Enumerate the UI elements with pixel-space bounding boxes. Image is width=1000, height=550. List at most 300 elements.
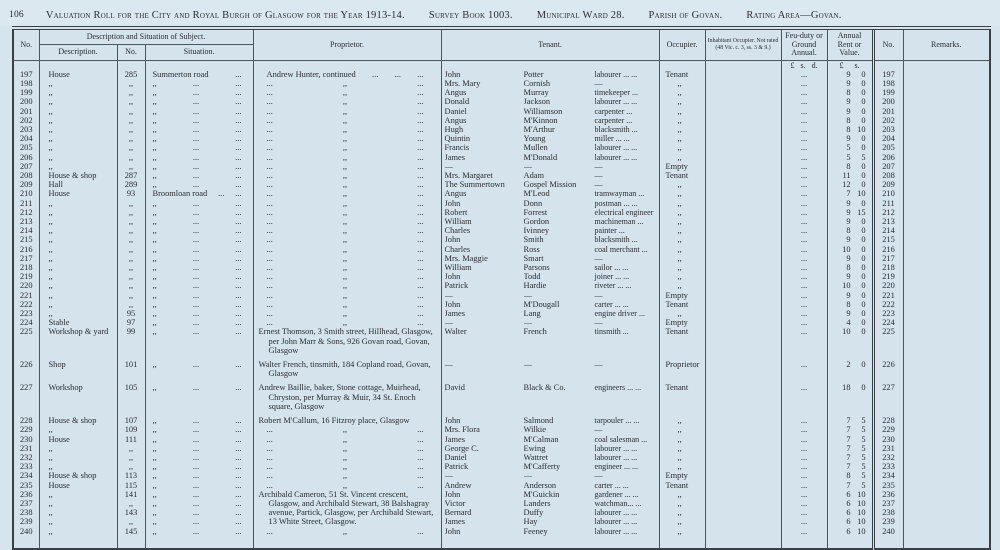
- situation-text: ,,: [152, 88, 157, 98]
- cell-description: ,,: [39, 291, 117, 300]
- situation-text: ...: [235, 498, 242, 508]
- cell-entry-no-right: 214: [873, 226, 903, 235]
- cell-tenant: [441, 199, 659, 208]
- cell-tenant: [441, 281, 659, 290]
- tenant-surname: Parsons: [523, 263, 550, 273]
- proprietor-ditto: ,,: [342, 97, 348, 107]
- cell-feu-duty: ...: [781, 318, 827, 327]
- cell-entry-no: 212: [13, 208, 39, 217]
- cell-entry-no-right: 236: [873, 490, 903, 499]
- situation-text: ...: [235, 226, 242, 236]
- cell-inhabitant-occupier: [705, 153, 781, 162]
- proprietor-ditto: ...: [417, 462, 424, 472]
- tenant-surname: Wilkie: [523, 425, 546, 435]
- rent-shillings: 0: [861, 318, 866, 328]
- cell-tenant: [441, 116, 659, 125]
- cell-remarks: [903, 235, 990, 244]
- situation-text: ,,: [152, 471, 157, 481]
- proprietor-ditto: ...: [266, 290, 273, 300]
- cell-annual-rent: [827, 116, 873, 125]
- table-row: [13, 125, 990, 134]
- cell-entry-no-right: 231: [873, 444, 903, 453]
- cell-entry-no: 230: [13, 435, 39, 444]
- rent-pounds: 9: [846, 217, 851, 227]
- cell-tenant: [441, 217, 659, 226]
- situation-text: ...: [192, 272, 200, 282]
- proprietor-ditto: ...: [266, 106, 273, 116]
- situation-text: ...: [192, 235, 200, 245]
- cell-annual-rent: [827, 208, 873, 217]
- cell-proprietor: [253, 462, 441, 471]
- cell-description: ,,: [39, 97, 117, 106]
- cell-occupier: ,,: [659, 281, 705, 290]
- cell-inhabitant-occupier: [705, 125, 781, 134]
- cell-feu-duty: ...: [781, 162, 827, 171]
- cell-entry-no-right: 237: [873, 499, 903, 508]
- rent-pounds: 9: [846, 290, 851, 300]
- rent-shillings: 5: [861, 416, 866, 426]
- cell-annual-rent: [827, 499, 873, 508]
- cell-description: ,,: [39, 453, 117, 462]
- cell-feu-duty: ...: [781, 300, 827, 309]
- cell-situation: [145, 378, 253, 411]
- cell-annual-rent: [827, 88, 873, 97]
- table-row: [13, 208, 990, 217]
- cell-occupier: ,,: [659, 208, 705, 217]
- situation-text: ...: [192, 462, 200, 472]
- cell-description: ,,: [39, 199, 117, 208]
- cell-occupier: Tenant: [659, 378, 705, 411]
- table-row: [13, 107, 990, 116]
- cell-situation: [145, 355, 253, 378]
- cell-proprietor: [253, 107, 441, 116]
- cell-entry-no-right: 218: [873, 263, 903, 272]
- col-header-subject-no: No.: [117, 45, 145, 60]
- cell-annual-rent: [827, 378, 873, 411]
- cell-proprietor: [253, 453, 441, 462]
- tenant-forename: Charles: [444, 244, 471, 254]
- cell-situation: [145, 245, 253, 254]
- situation-text: ...: [192, 434, 200, 444]
- tenant-occupation: timekeeper ...: [594, 88, 639, 98]
- situation-text: ...: [192, 425, 200, 435]
- cell-inhabitant-occupier: [705, 490, 781, 499]
- situation-text: ...: [235, 462, 242, 472]
- situation-text: ...: [235, 97, 242, 107]
- situation-text: ,,: [152, 489, 157, 499]
- rent-pounds: 9: [846, 309, 851, 319]
- cell-feu-duty: ...: [781, 272, 827, 281]
- cell-annual-rent: [827, 189, 873, 198]
- cell-entry-no: 235: [13, 481, 39, 490]
- situation-text: ,,: [152, 207, 157, 217]
- cell-feu-duty: ...: [781, 508, 827, 517]
- cell-remarks: [903, 327, 990, 355]
- situation-text: Broomloan road: [152, 189, 208, 199]
- cell-feu-duty: ...: [781, 70, 827, 79]
- table-row: [13, 481, 990, 490]
- situation-text: ,,: [152, 360, 157, 370]
- table-row: [13, 116, 990, 125]
- tenant-occupation: —: [594, 290, 603, 300]
- cell-annual-rent: [827, 162, 873, 171]
- page-number: 106: [9, 10, 24, 20]
- table-body: [13, 60, 990, 548]
- cell-entry-no: 215: [13, 235, 39, 244]
- table-row: [13, 318, 990, 327]
- cell-situation: [145, 79, 253, 88]
- cell-feu-duty: ...: [781, 245, 827, 254]
- situation-text: ,,: [152, 318, 157, 328]
- situation-text: ...: [192, 416, 200, 426]
- tenant-occupation: tramwayman ...: [594, 189, 645, 199]
- proprietor-ditto: ...: [417, 217, 424, 227]
- cell-occupier: ,,: [659, 180, 705, 189]
- cell-remarks: [903, 444, 990, 453]
- cell-entry-no-right: 215: [873, 235, 903, 244]
- situation-text: ...: [235, 134, 242, 144]
- cell-subject-no: ,,: [117, 79, 145, 88]
- table-row: [13, 199, 990, 208]
- cell-tenant: [441, 291, 659, 300]
- cell-tenant: [441, 444, 659, 453]
- cell-entry-no: 206: [13, 153, 39, 162]
- tenant-occupation: labourer ... ...: [594, 97, 638, 107]
- tenant-forename: Angus: [444, 88, 467, 98]
- proprietor-ditto: ,,: [342, 299, 348, 309]
- cell-inhabitant-occupier: [705, 425, 781, 434]
- cell-occupier: ,,: [659, 79, 705, 88]
- tenant-forename: Angus: [444, 115, 467, 125]
- tenant-occupation: —: [594, 253, 603, 263]
- cell-tenant: [441, 235, 659, 244]
- cell-annual-rent: [827, 263, 873, 272]
- cell-occupier: ,,: [659, 462, 705, 471]
- cell-situation: [145, 162, 253, 171]
- tenant-surname: M'Leod: [523, 189, 550, 199]
- rent-pounds: 9: [846, 253, 851, 263]
- cell-entry-no-right: 239: [873, 517, 903, 526]
- cell-feu-duty: ...: [781, 217, 827, 226]
- proprietor-ditto: ...: [266, 434, 273, 444]
- cell-proprietor: [253, 245, 441, 254]
- cell-entry-no-right: 233: [873, 462, 903, 471]
- cell-entry-no: 209: [13, 180, 39, 189]
- cell-subject-no: ,,: [117, 291, 145, 300]
- cell-feu-duty: ...: [781, 471, 827, 480]
- cell-entry-no: 236: [13, 490, 39, 499]
- proprietor-ditto: ...: [266, 198, 273, 208]
- proprietor-ditto: ...: [417, 471, 424, 481]
- cell-proprietor: [253, 235, 441, 244]
- tenant-surname: Forrest: [523, 207, 548, 217]
- rent-pounds: 18: [842, 383, 851, 393]
- situation-text: ...: [192, 217, 200, 227]
- cell-feu-duty: ...: [781, 453, 827, 462]
- cell-subject-no: 107: [117, 411, 145, 425]
- cell-inhabitant-occupier: [705, 291, 781, 300]
- cell-description: House: [39, 189, 117, 198]
- cell-remarks: [903, 309, 990, 318]
- tenant-forename: David: [444, 383, 465, 393]
- situation-text: ,,: [152, 106, 157, 116]
- situation-text: ...: [235, 161, 242, 171]
- cell-remarks: [903, 453, 990, 462]
- tenant-forename: John: [444, 235, 461, 245]
- proprietor-ditto: ,,: [342, 207, 348, 217]
- cell-inhabitant-occupier: [705, 199, 781, 208]
- situation-text: ...: [218, 189, 225, 199]
- cell-subject-no: 287: [117, 171, 145, 180]
- cell-situation: [145, 453, 253, 462]
- cell-description: ,,: [39, 499, 117, 508]
- cell-subject-no: ,,: [117, 499, 145, 508]
- proprietor-ditto: ,,: [342, 281, 348, 291]
- cell-remarks: [903, 79, 990, 88]
- cell-feu-duty: ...: [781, 254, 827, 263]
- cell-subject-no: ,,: [117, 88, 145, 97]
- rent-pounds: 8: [846, 88, 851, 98]
- table-row: [13, 499, 990, 508]
- col-header-remarks: Remarks.: [903, 28, 990, 60]
- cell-remarks: [903, 134, 990, 143]
- proprietor-ditto: ,,: [342, 443, 348, 453]
- rent-pounds: 6: [846, 517, 851, 527]
- cell-feu-duty: ...: [781, 199, 827, 208]
- cell-inhabitant-occupier: [705, 378, 781, 411]
- tenant-surname: Potter: [523, 69, 544, 79]
- situation-text: ,,: [152, 452, 157, 462]
- cell-annual-rent: [827, 462, 873, 471]
- table-row: [13, 162, 990, 171]
- cell-subject-no: ,,: [117, 453, 145, 462]
- cell-entry-no: 227: [13, 378, 39, 411]
- cell-tenant: [441, 517, 659, 526]
- cell-situation: [145, 88, 253, 97]
- cell-occupier: ,,: [659, 444, 705, 453]
- cell-entry-no-right: 203: [873, 125, 903, 134]
- cell-situation: [145, 499, 253, 508]
- proprietor-ditto: ...: [266, 189, 273, 199]
- cell-proprietor: [253, 171, 441, 180]
- table-row: [13, 435, 990, 444]
- tenant-forename: William: [444, 217, 472, 227]
- cell-situation: [145, 327, 253, 355]
- situation-text: ...: [235, 253, 242, 263]
- cell-proprietor: [253, 481, 441, 490]
- tenant-forename: Walter: [444, 327, 467, 337]
- cell-entry-no-right: 204: [873, 134, 903, 143]
- table-row: [13, 425, 990, 434]
- cell-proprietor: [253, 226, 441, 235]
- tenant-occupation: —: [594, 180, 603, 190]
- proprietor-ditto: ...: [394, 69, 401, 79]
- tenant-occupation: carpenter ...: [594, 106, 633, 116]
- rating-area-label: Rating Area—Govan.: [746, 10, 842, 21]
- col-header-proprietor: Proprietor.: [253, 28, 441, 60]
- cell-inhabitant-occupier: [705, 143, 781, 152]
- proprietor-ditto: ,,: [342, 226, 348, 236]
- table-row: [13, 254, 990, 263]
- cell-occupier: Tenant: [659, 171, 705, 180]
- tenant-forename: —: [444, 161, 453, 171]
- table-row: [13, 272, 990, 281]
- tenant-forename: Mrs. Margaret: [444, 171, 493, 181]
- rent-shillings: 0: [861, 78, 866, 88]
- cell-feu-duty: ...: [781, 355, 827, 378]
- proprietor-ditto: ...: [417, 452, 424, 462]
- tenant-occupation: riveter ... ...: [594, 281, 632, 291]
- cell-inhabitant-occupier: [705, 327, 781, 355]
- cell-subject-no: ,,: [117, 208, 145, 217]
- cell-inhabitant-occupier: [705, 508, 781, 517]
- rent-pounds: 4: [846, 318, 851, 328]
- situation-text: ...: [235, 517, 242, 527]
- cell-tenant: [441, 272, 659, 281]
- tenant-surname: Anderson: [523, 480, 557, 490]
- col-header-feu-duty: Feu-duty or Ground Annual.: [781, 28, 827, 60]
- tenant-forename: Mrs. Mary: [444, 78, 481, 88]
- cell-occupier: ,,: [659, 116, 705, 125]
- cell-occupier: Proprietor: [659, 355, 705, 378]
- cell-entry-no-right: 227: [873, 378, 903, 411]
- cell-situation: [145, 134, 253, 143]
- tenant-occupation: watchman... ...: [594, 498, 642, 508]
- tenant-occupation: labourer ... ...: [594, 452, 638, 462]
- cell-inhabitant-occupier: [705, 481, 781, 490]
- cell-occupier: ,,: [659, 411, 705, 425]
- cell-occupier: ,,: [659, 453, 705, 462]
- rent-pounds: 7: [846, 416, 851, 426]
- cell-feu-duty: ...: [781, 153, 827, 162]
- situation-text: ...: [235, 171, 242, 181]
- cell-inhabitant-occupier: [705, 435, 781, 444]
- cell-entry-no: 233: [13, 462, 39, 471]
- rent-pounds: 9: [846, 272, 851, 282]
- cell-situation: [145, 411, 253, 425]
- proprietor-ditto: ...: [266, 281, 273, 291]
- cell-entry-no-right: 225: [873, 327, 903, 355]
- situation-text: ,,: [152, 263, 157, 273]
- col-header-occupier: Occupier.: [659, 28, 705, 60]
- situation-text: ...: [192, 253, 200, 263]
- cell-remarks: [903, 462, 990, 471]
- situation-text: ...: [235, 78, 242, 88]
- col-header-tenant: Tenant.: [441, 28, 659, 60]
- proprietor-ditto: ...: [417, 115, 424, 125]
- cell-occupier: ,,: [659, 435, 705, 444]
- table-row: [13, 143, 990, 152]
- rent-shillings: 5: [861, 425, 866, 435]
- cell-entry-no: 232: [13, 453, 39, 462]
- rent-pounds: 6: [846, 498, 851, 508]
- situation-text: ...: [192, 115, 200, 125]
- rent-pounds: 7: [846, 425, 851, 435]
- tenant-forename: Donald: [444, 97, 470, 107]
- page-header: [0, 0, 1000, 26]
- cell-tenant: [441, 508, 659, 517]
- cell-feu-duty: ...: [781, 435, 827, 444]
- proprietor-ditto: ,,: [342, 290, 348, 300]
- rent-pounds: 7: [846, 189, 851, 199]
- tenant-surname: Adam: [523, 171, 544, 181]
- cell-inhabitant-occupier: [705, 208, 781, 217]
- table-row: [13, 226, 990, 235]
- cell-annual-rent: [827, 272, 873, 281]
- tenant-surname: M'Donald: [523, 152, 558, 162]
- cell-occupier: ,,: [659, 189, 705, 198]
- table-row: [13, 411, 990, 425]
- rent-shillings: 0: [861, 299, 866, 309]
- situation-text: ...: [192, 180, 200, 190]
- cell-proprietor: [253, 281, 441, 290]
- situation-text: ...: [192, 360, 200, 370]
- cell-proprietor: [253, 291, 441, 300]
- cell-feu-duty: ...: [781, 499, 827, 508]
- cell-tenant: [441, 180, 659, 189]
- rent-pounds: 10: [842, 281, 851, 291]
- cell-feu-duty: ...: [781, 281, 827, 290]
- proprietor-ditto: ...: [266, 207, 273, 217]
- cell-entry-no-right: 201: [873, 107, 903, 116]
- situation-text: ...: [192, 134, 200, 144]
- tenant-occupation: machineman ...: [594, 217, 644, 227]
- table-row: [13, 291, 990, 300]
- tenant-occupation: coal merchant ...: [594, 244, 648, 254]
- rent-shillings: 0: [861, 244, 866, 254]
- situation-text: ...: [235, 416, 242, 426]
- proprietor-ditto: ,,: [342, 452, 348, 462]
- tenant-surname: Donn: [523, 198, 543, 208]
- proprietor-ditto: ...: [417, 290, 424, 300]
- table-row: [13, 300, 990, 309]
- cell-description: House: [39, 481, 117, 490]
- cell-proprietor: [253, 425, 441, 434]
- cell-entry-no-right: 222: [873, 300, 903, 309]
- cell-feu-duty: ...: [781, 235, 827, 244]
- cell-entry-no-right: 221: [873, 291, 903, 300]
- rent-shillings: 10: [857, 125, 866, 134]
- situation-text: ...: [192, 327, 200, 337]
- tenant-forename: John: [444, 272, 461, 282]
- tenant-occupation: labourer ... ...: [594, 143, 638, 153]
- cell-feu-duty: ...: [781, 171, 827, 180]
- tenant-forename: Bernard: [444, 508, 472, 518]
- feu-units-label: £ s. d.: [781, 60, 827, 70]
- proprietor-ditto: ,,: [342, 235, 348, 245]
- cell-feu-duty: ...: [781, 378, 827, 411]
- rent-pounds: 7: [846, 480, 851, 490]
- cell-proprietor: [253, 88, 441, 97]
- proprietor-text: Walter French, tinsmith, 184 Copland road, Govan, Glasgow: [258, 360, 431, 379]
- cell-annual-rent: [827, 453, 873, 462]
- situation-text: ,,: [152, 198, 157, 208]
- cell-proprietor: [253, 471, 441, 480]
- cell-entry-no: 225: [13, 327, 39, 355]
- situation-text: ...: [192, 290, 200, 300]
- tenant-forename: Hugh: [444, 125, 464, 134]
- cell-annual-rent: [827, 226, 873, 235]
- cell-annual-rent: [827, 254, 873, 263]
- cell-occupier: Tenant: [659, 300, 705, 309]
- tenant-forename: Daniel: [444, 452, 467, 462]
- rent-shillings: 5: [861, 452, 866, 462]
- rent-pounds: 8: [846, 226, 851, 236]
- cell-remarks: [903, 300, 990, 309]
- proprietor-text: Andrew Baillie, baker, Stone cottage, Muirhead, Chryston, per Murray & Muir, 34 St. Enoch square, Glasgow: [258, 383, 421, 411]
- proprietor-ditto: ...: [417, 189, 424, 199]
- cell-entry-no-right: 219: [873, 272, 903, 281]
